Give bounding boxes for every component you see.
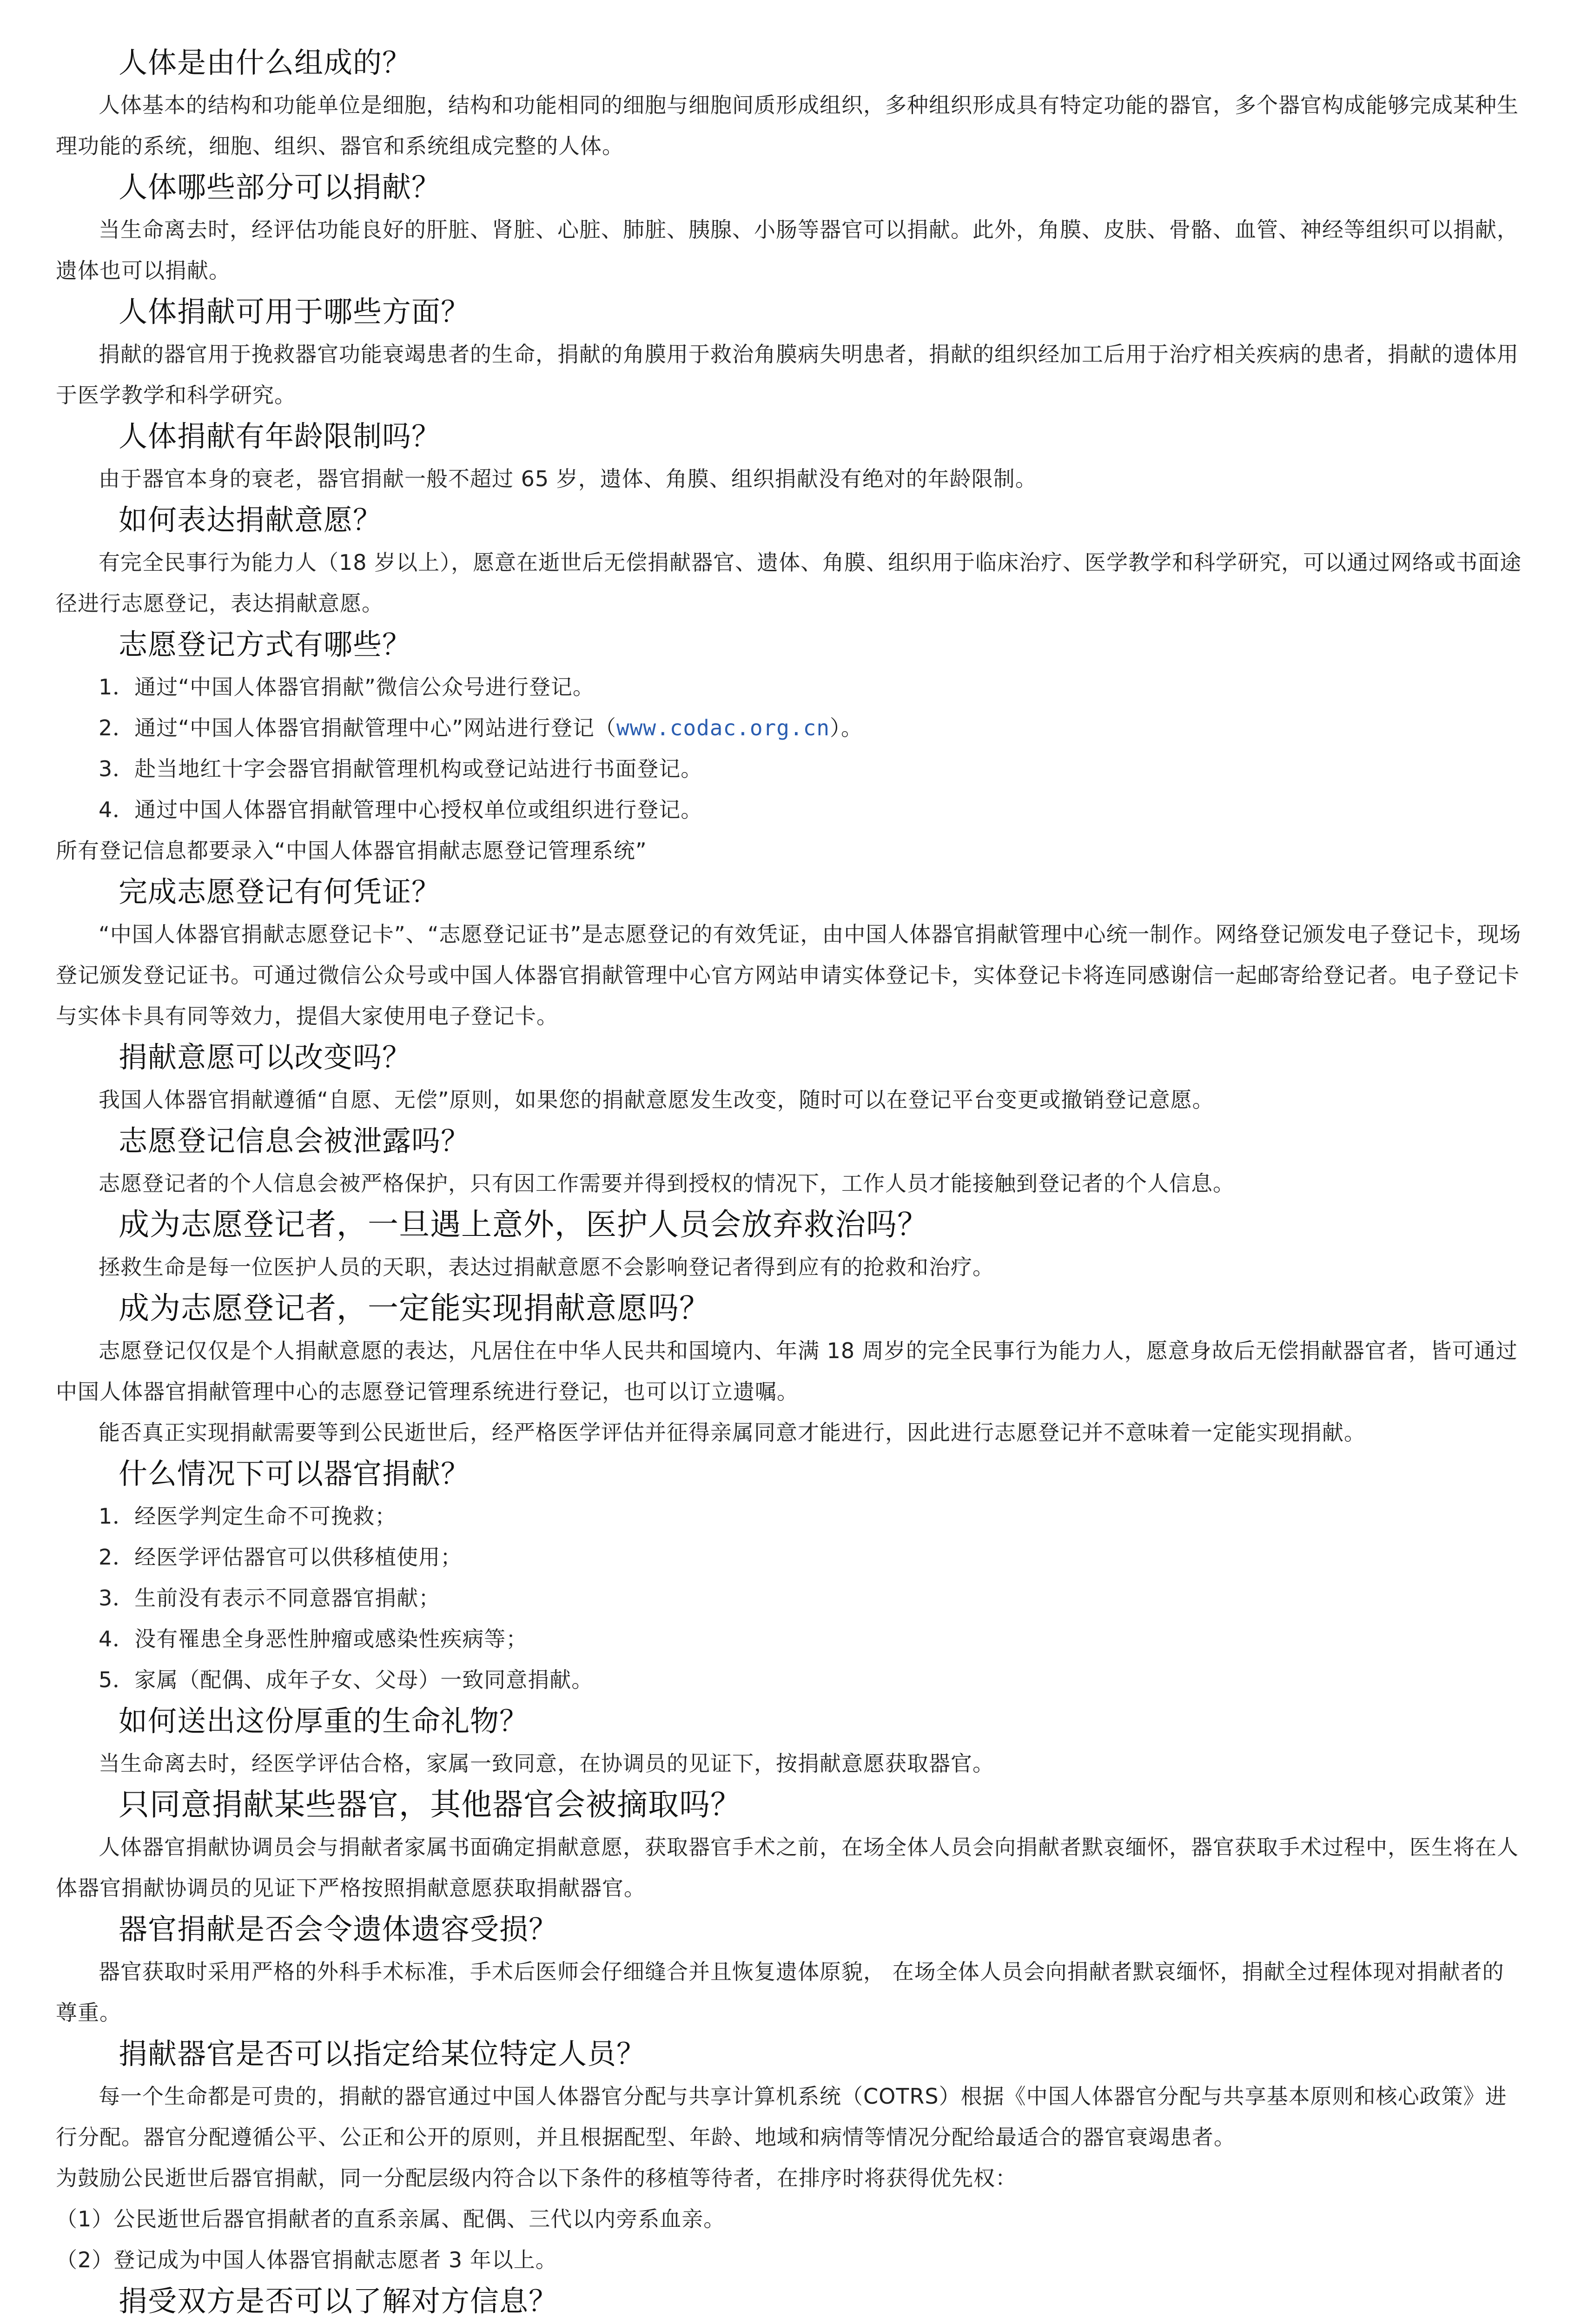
faq-answer: 拯救生命是每一位医护人员的天职，表达过捐献意愿不会影响登记者得到应有的抢救和治疗。 bbox=[99, 1254, 994, 1280]
faq-question: 人体捐献可用于哪些方面？ bbox=[119, 295, 470, 329]
faq-section bbox=[56, 1289, 1525, 1453]
faq-note: 所有登记信息都要录入“中国人体器官捐献志愿登记管理系统” bbox=[56, 838, 647, 863]
faq-note: 为鼓励公民逝世后器官捐献，同一分配层级内符合以下条件的移植等待者，在排序时将获得优先权： bbox=[56, 2166, 1017, 2191]
faq-question: 志愿登记方式有哪些？ bbox=[119, 627, 412, 661]
list-item: 1．经医学判定生命不可挽救； bbox=[99, 1504, 397, 1529]
faq-note: （2）登记成为中国人体器官捐献志愿者 3 年以上。 bbox=[56, 2247, 557, 2272]
faq-section bbox=[56, 2035, 1525, 2280]
faq-question: 器官捐献是否会令遗体遗容受损？ bbox=[119, 1912, 558, 1946]
faq-section bbox=[56, 626, 1525, 871]
faq-section bbox=[56, 1910, 1525, 2033]
faq-section bbox=[56, 1702, 1525, 1784]
list-item: 5．家属（配偶、成年子女、父母）一致同意捐献。 bbox=[99, 1667, 594, 1692]
faq-section bbox=[56, 168, 1525, 291]
faq-document bbox=[56, 42, 1525, 2324]
faq-question: 成为志愿登记者，一旦遇上意外，医护人员会放弃救治吗？ bbox=[119, 1207, 928, 1242]
list-item: 1．通过“中国人体器官捐献”微信公众号进行登记。 bbox=[99, 674, 595, 700]
faq-question: 什么情况下可以器官捐献？ bbox=[119, 1457, 470, 1491]
faq-section bbox=[56, 501, 1525, 624]
website-link[interactable]: www.codac.org.cn bbox=[616, 715, 830, 740]
faq-answer: 志愿登记仅仅是个人捐献意愿的表达，凡居住在中华人民共和国境内、年满 18 周岁的完全民事行为能力人，愿意身故后无偿捐献器官者，皆可通过中国人体器官捐献管理中心的志愿登记管理系统进行登记，也可以订立遗嘱。 bbox=[56, 1338, 1518, 1404]
list-item: 4．通过中国人体器官捐献管理中心授权单位或组织进行登记。 bbox=[99, 797, 703, 822]
faq-answer: 志愿登记者的个人信息会被严格保护，只有因工作需要并得到授权的情况下，工作人员才能接触到登记者的个人信息。 bbox=[99, 1171, 1235, 1196]
list-item: 3．赴当地红十字会器官捐献管理机构或登记站进行书面登记。 bbox=[99, 756, 703, 781]
faq-question: 捐受双方是否可以了解对方信息？ bbox=[119, 2284, 558, 2318]
faq-section bbox=[56, 44, 1525, 166]
list-item-suffix: ）。 bbox=[830, 715, 863, 740]
faq-answer: 能否真正实现捐献需要等到公民逝世后，经严格医学评估并征得亲属同意才能进行，因此进行志愿登记并不意味着一定能实现捐献。 bbox=[99, 1420, 1366, 1445]
faq-section bbox=[56, 1786, 1525, 1908]
faq-question: 如何送出这份厚重的生命礼物？ bbox=[119, 1704, 529, 1738]
faq-question: 志愿登记信息会被泄露吗？ bbox=[119, 1124, 470, 1158]
list-item: 4．没有罹患全身恶性肿瘤或感染性疾病等； bbox=[99, 1626, 528, 1651]
faq-note: （1）公民逝世后器官捐献者的直系亲属、配偶、三代以内旁系血亲。 bbox=[56, 2206, 726, 2232]
faq-answer: 每一个生命都是可贵的，捐献的器官通过中国人体器官分配与共享计算机系统（COTRS）根据《中国人体器官分配与共享基本原则和核心政策》进行分配。器官分配遵循公平、公正和公开的原则，并且根据配型、年龄、地域和病情等情况分配给最适合的器官衰竭患者。 bbox=[56, 2084, 1507, 2150]
faq-answer: 有完全民事行为能力人（18 岁以上），愿意在逝世后无偿捐献器官、遗体、角膜、组织用于临床治疗、医学教学和科学研究，可以通过网络或书面途径进行志愿登记，表达捐献意愿。 bbox=[56, 550, 1522, 616]
faq-question: 人体哪些部分可以捐献？ bbox=[119, 170, 441, 204]
faq-question: 完成志愿登记有何凭证？ bbox=[119, 875, 441, 909]
faq-section bbox=[56, 1122, 1525, 1204]
faq-question: 只同意捐献某些器官，其他器官会被摘取吗？ bbox=[119, 1787, 741, 1822]
faq-section bbox=[56, 2282, 1525, 2324]
faq-answer: 器官获取时采用严格的外科手术标准，手术后医师会仔细缝合并且恢复遗体原貌， 在场全体人员会向捐献者默哀缅怀，捐献全过程体现对捐献者的尊重。 bbox=[56, 1959, 1504, 2025]
faq-answer: “中国人体器官捐献志愿登记卡”、“志愿登记证书”是志愿登记的有效凭证，由中国人体器官捐献管理中心统一制作。网络登记颁发电子登记卡，现场登记颁发登记证书。可通过微信公众号或中国人体器官捐献管理中心官方网站申请实体登记卡，实体登记卡将连同感谢信一起邮寄给登记者。电子登记卡与实体卡具有同等效力，提倡大家使用电子登记卡。 bbox=[56, 922, 1521, 1029]
faq-section bbox=[56, 417, 1525, 499]
faq-answer: 我国人体器官捐献遵循“自愿、无偿”原则，如果您的捐献意愿发生改变，随时可以在登记平台变更或撤销登记意愿。 bbox=[99, 1087, 1214, 1112]
list-item-text: 2．通过“中国人体器官捐献管理中心”网站进行登记（ bbox=[99, 715, 616, 740]
faq-question: 人体是由什么组成的？ bbox=[119, 46, 412, 79]
faq-section bbox=[56, 873, 1525, 1037]
faq-answer: 当生命离去时，经医学评估合格，家属一致同意，在协调员的见证下，按捐献意愿获取器官。 bbox=[99, 1751, 994, 1776]
faq-question: 捐献器官是否可以指定给某位特定人员？ bbox=[119, 2037, 646, 2071]
faq-section bbox=[56, 1455, 1525, 1700]
faq-question: 成为志愿登记者，一定能实现捐献意愿吗？ bbox=[119, 1290, 710, 1326]
faq-question: 如何表达捐献意愿？ bbox=[119, 503, 383, 537]
faq-section bbox=[56, 293, 1525, 416]
faq-answer: 由于器官本身的衰老，器官捐献一般不超过 65 岁，遗体、角膜、组织捐献没有绝对的年龄限制。 bbox=[99, 466, 1037, 491]
faq-answer: 人体器官捐献协调员会与捐献者家属书面确定捐献意愿，获取器官手术之前，在场全体人员会向捐献者默哀缅怀，器官获取手术过程中，医生将在人体器官捐献协调员的见证下严格按照捐献意愿获取捐献器官。 bbox=[56, 1835, 1519, 1901]
faq-answer: 当生命离去时，经评估功能良好的肝脏、肾脏、心脏、肺脏、胰腺、小肠等器官可以捐献。此外，角膜、皮肤、骨骼、血管、神经等组织可以捐献，遗体也可以捐献。 bbox=[56, 217, 1519, 283]
faq-answer: 人体基本的结构和功能单位是细胞，结构和功能相同的细胞与细胞间质形成组织，多种组织形成具有特定功能的器官，多个器官构成能够完成某种生理功能的系统，细胞、组织、器官和系统组成完整的人体。 bbox=[56, 92, 1519, 158]
list-item: 3．生前没有表示不同意器官捐献； bbox=[99, 1585, 441, 1611]
faq-section bbox=[56, 1038, 1525, 1120]
faq-section bbox=[56, 1206, 1525, 1287]
list-item bbox=[99, 707, 1525, 748]
faq-answer: 捐献的器官用于挽救器官功能衰竭患者的生命，捐献的角膜用于救治角膜病失明患者，捐献的组织经加工后用于治疗相关疾病的患者，捐献的遗体用于医学教学和科学研究。 bbox=[56, 342, 1519, 408]
list-item: 2．经医学评估器官可以供移植使用； bbox=[99, 1545, 463, 1570]
faq-question: 人体捐献有年龄限制吗？ bbox=[119, 419, 441, 453]
faq-question: 捐献意愿可以改变吗？ bbox=[119, 1040, 412, 1074]
